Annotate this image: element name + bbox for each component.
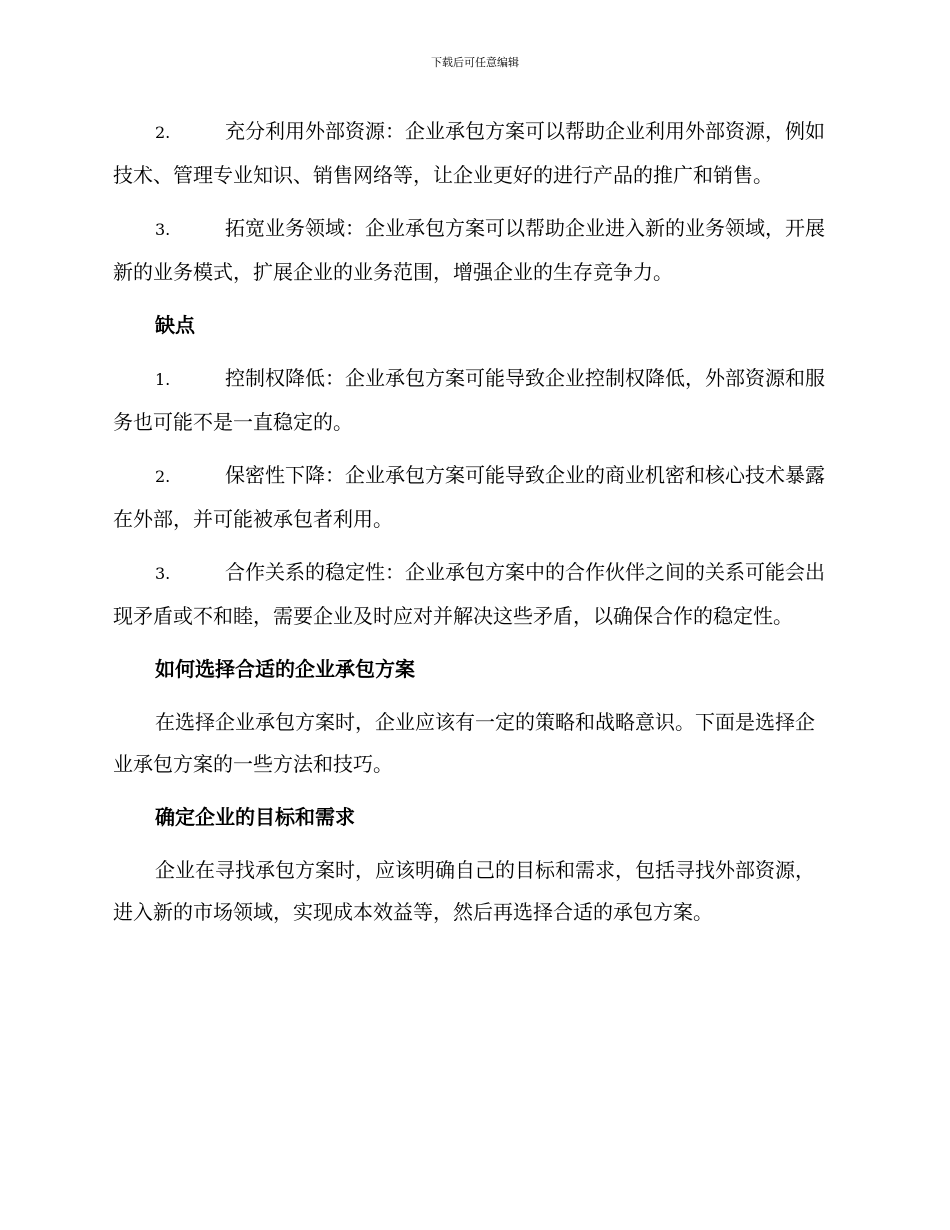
section-heading-how-to-choose: 如何选择合适的企业承包方案	[155, 657, 415, 681]
list-item	[113, 207, 833, 293]
list-number: 3.	[155, 220, 171, 239]
list-text: 拓宽业务领域：企业承包方案可以帮助企业进入新的业务领域，开展新的业务模式，扩展企业的业务范围，增强企业的生存竞争力。	[113, 216, 825, 284]
list-number: 2.	[155, 123, 171, 142]
list-item	[113, 551, 833, 637]
list-item	[113, 110, 833, 196]
list-text: 充分利用外部资源：企业承包方案可以帮助企业利用外部资源，例如技术、管理专业知识、销售网络等，让企业更好的进行产品的推广和销售。	[113, 119, 825, 187]
list-text: 合作关系的稳定性：企业承包方案中的合作伙伴之间的关系可能会出现矛盾或不和睦，需要企业及时应对并解决这些矛盾，以确保合作的稳定性。	[113, 560, 825, 628]
section-heading-disadvantages: 缺点	[155, 313, 195, 337]
section-heading-goals: 确定企业的目标和需求	[155, 805, 355, 829]
list-number: 2.	[155, 467, 171, 486]
list-text: 控制权降低：企业承包方案可能导致企业控制权降低，外部资源和服务也可能不是一直稳定的。	[113, 366, 825, 434]
list-item	[113, 454, 833, 540]
page-header: 下载后可任意编辑	[431, 56, 519, 69]
body-paragraph: 企业在寻找承包方案时，应该明确自己的目标和需求，包括寻找外部资源，进入新的市场领域，实现成本效益等，然后再选择合适的承包方案。	[113, 858, 815, 924]
document-body	[113, 110, 833, 944]
list-number: 3.	[155, 564, 171, 583]
list-item	[113, 357, 833, 443]
list-number: 1.	[155, 370, 171, 389]
list-text: 保密性下降：企业承包方案可能导致企业的商业机密和核心技术暴露在外部，并可能被承包者利用。	[113, 463, 825, 531]
body-paragraph: 在选择企业承包方案时，企业应该有一定的策略和战略意识。下面是选择企业承包方案的一些方法和技巧。	[113, 710, 815, 776]
